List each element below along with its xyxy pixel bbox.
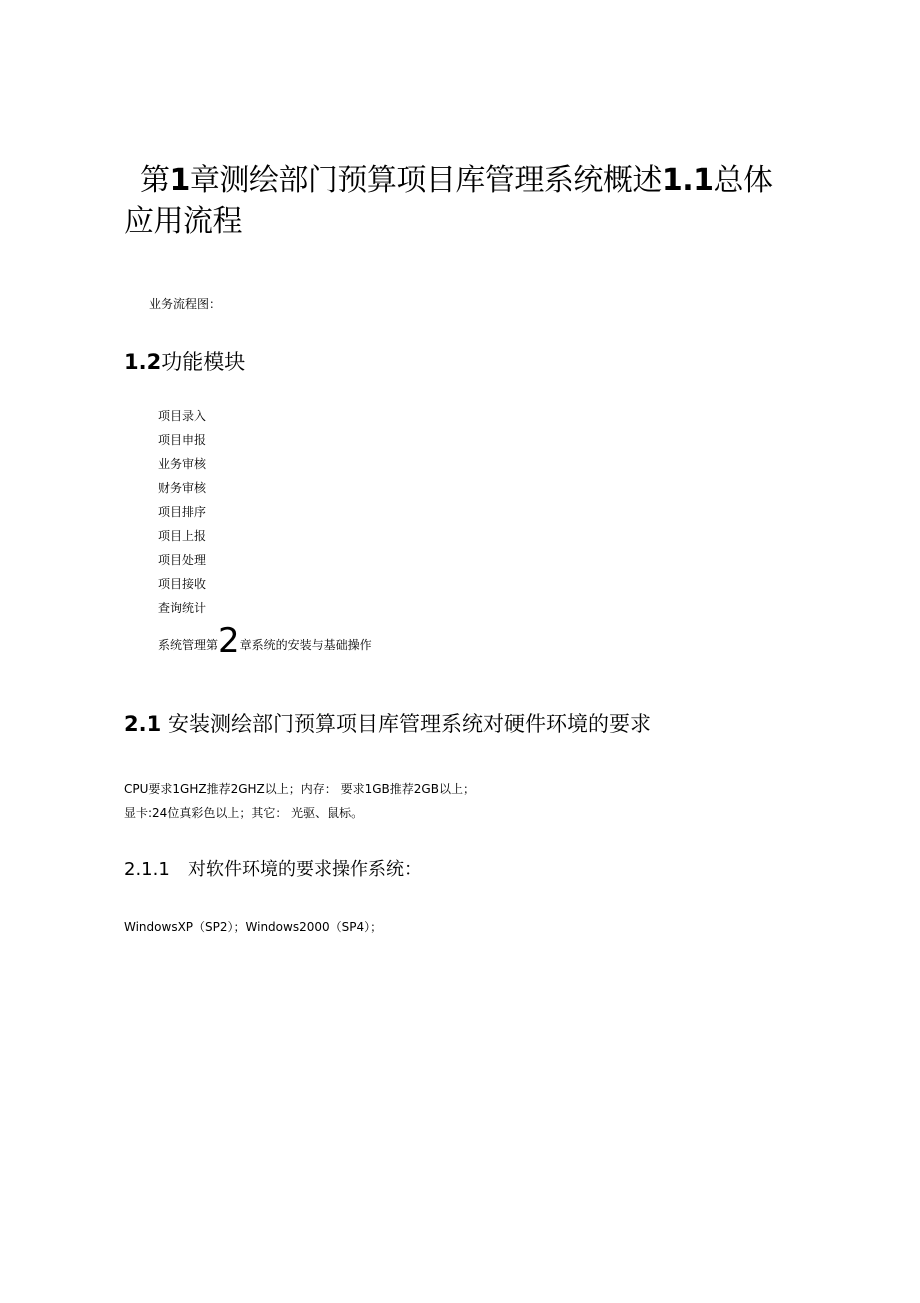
module-item: 项目接收 (158, 577, 207, 591)
hardware-requirements-line-1 (124, 780, 475, 798)
business-flow-label: 业务流程图： (149, 297, 222, 311)
section-1-2-heading (124, 348, 245, 376)
chapter-2-prefix: 第 (206, 638, 219, 652)
module-item: 项目上报 (158, 529, 207, 543)
section-2-1-1-heading (124, 858, 422, 882)
module-item: 项目录入 (158, 409, 207, 423)
section-1-1-title: 总体应用流程 (124, 163, 773, 239)
chapter-1-title (124, 160, 784, 242)
memory-above-label: 以上； (438, 782, 475, 796)
module-item: 项目处理 (158, 553, 207, 567)
memory-minimum: 要求1GB (340, 782, 390, 796)
section-2-1-heading (124, 710, 651, 738)
module-item: 业务审核 (158, 457, 207, 471)
operating-system-list: WindowsXP（SP2）；Windows2000（SP4）； (124, 920, 383, 934)
section-1-2-number: 1.2 (124, 350, 162, 374)
module-item: 项目排序 (158, 505, 207, 519)
section-1-2-title: 功能模块 (161, 350, 246, 374)
section-2-1-title: 安装测绘部门预算项目库管理系统对硬件环境的要求 (168, 712, 651, 736)
section-1-1-number: 1.1 (661, 163, 714, 198)
system-management-and-chapter-2 (158, 621, 372, 662)
module-item: 查询统计 (158, 601, 207, 615)
module-item: 财务审核 (158, 481, 207, 495)
module-list (158, 404, 206, 620)
cpu-requirement: CPU要求1GHZ推荐2GHZ以上； (124, 782, 301, 796)
memory-recommended-value: 2GB (413, 782, 439, 796)
chapter-2-title: 章系统的安装与基础操作 (239, 638, 372, 652)
chapter-2-number: 2 (218, 621, 240, 661)
hardware-requirements-line-2: 显卡:24位真彩色以上；其它： 光驱、鼠标。 (124, 806, 364, 820)
section-2-1-1-number: 2.1.1 (124, 859, 170, 880)
chapter-1-prefix: 第 (140, 163, 170, 198)
memory-recommended-label: 推荐 (389, 782, 414, 796)
section-2-1-1-title: 对软件环境的要求操作系统： (188, 859, 422, 880)
section-2-1-number: 2.1 (124, 712, 162, 736)
chapter-1-number: 1 (169, 163, 190, 198)
chapter-1-title-text: 章测绘部门预算项目库管理系统概述 (189, 163, 662, 198)
module-item: 项目申报 (158, 433, 207, 447)
module-item-system-management: 系统管理 (158, 638, 207, 652)
memory-label: 内存： (300, 782, 337, 796)
